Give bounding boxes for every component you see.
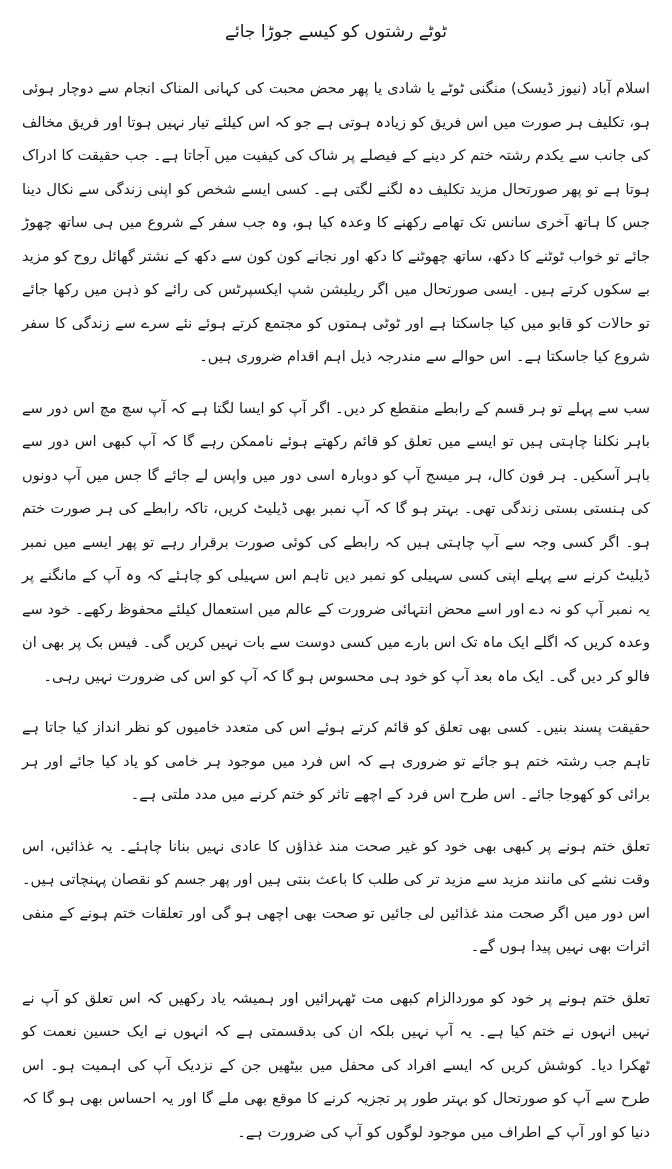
article-paragraph: سب سے پہلے تو ہر قسم کے رابطے منقطع کر دیں۔ اگر آپ کو ایسا لگتا ہے کہ آپ سچ مچ اس دور سے باہر نکلنا چاہتی ہیں تو ایسے میں تعلق کو قائم رکھتے ہوئے ناممکن رہے گا کہ آپ کبھی اس دور سے باہر آسکیں۔ ہر فون کال، ہر میسج آپ کو دوبارہ اسی دور میں واپس لے جائے گا جس میں آپ دونوں کی ہنستی بستی زندگی تھی۔ بہتر ہو گا کہ آپ نمبر بھی ڈیلیٹ کریں، تاکہ رابطے کی ہر صورت ختم ہو۔ اگر کسی وجہ سے آپ چاہتی ہیں کہ رابطے کی کوئی صورت برقرار رہے تو پھر ایسے میں نمبر ڈیلیٹ کرنے سے پہلے اپنی کسی سہیلی کو نمبر دیں تاہم اس سہیلی کو چاہئے کہ وہ آپ کے مانگنے پر یہ نمبر آپ کو نہ دے اور اسے محض انتہائی ضرورت کے عالم میں استعمال کیلئے محفوظ رکھے۔ خود سے وعدہ کریں کہ اگلے ایک ماہ تک اس بارے میں کسی دوست سے بات نہیں کریں گی۔ فیس بک پر بھی ان فالو کر دیں گی۔ ایک ماہ بعد آپ کو خود ہی محسوس ہو گا کہ آپ کو اس کی ضرورت نہیں رہی۔	[22, 399, 650, 685]
article-paragraph: حقیقت پسند بنیں۔ کسی بھی تعلق کو قائم کرتے ہوئے اس کی متعدد خامیوں کو نظر انداز کیا جاتا ہے تاہم جب رشتہ ختم ہو جائے تو ضروری ہے کہ اس فرد میں موجود ہر خامی کو یاد کیا جائے اور ہر برائی کو کھوجا جائے۔ اس طرح اس فرد کے اچھے تاثر کو ختم کرنے میں مدد ملتی ہے۔	[22, 719, 650, 803]
article-paragraph: اسلام آباد (نیوز ڈیسک) منگنی ٹوٹے یا شادی یا پھر محض محبت کی کہانی المناک انجام سے دوچار ہوئی ہو، تکلیف ہر صورت میں اس فریق کو زیادہ ہوتی ہے جو کہ اس کیلئے تیار نہیں ہوتا اور فریق مخالف کی جانب سے یکدم رشتہ ختم کر دینے کے فیصلے پر شاک کی کیفیت میں آجاتا ہے۔ جب حقیقت کا ادراک ہوتا ہے تو پھر صورتحال مزید تکلیف دہ لگنے لگتی ہے۔ کسی ایسے شخص کو اپنی زندگی سے نکال دینا جس کا ہاتھ آخری سانس تک تھامے رکھنے کا وعدہ کیا ہو، وہ جب سفر کے شروع میں ہی ساتھ چھوڑ جائے تو خواب ٹوٹنے کا دکھ، ساتھ چھوٹنے کا دکھ اور نجانے کون کون سے دکھ کے نشتر گھائل روح کو مزید بے سکوں کرتے ہیں۔ ایسی صورتحال میں اگر ریلیشن شپ ایکسپرٹس کی رائے کو ذہن میں رکھا جائے تو حالات کو قابو میں کیا جاسکتا ہے اور ٹوٹی ہمتوں کو مجتمع کرتے ہوئے نئے سرے سے زندگی کا سفر شروع کیا جاسکتا ہے۔ اس حوالے سے مندرجہ ذیل اہم اقدام ضروری ہیں۔	[22, 80, 650, 365]
article-paragraph: تعلق ختم ہونے پر کبھی بھی خود کو غیر صحت مند غذاؤں کا عادی نہیں بنانا چاہئے۔ یہ غذائیں، اس وقت نشے کی مانند مزید سے مزید تر کی طلب کا باعث بنتی ہیں اور پھر جسم کو نقصان پہنچاتی ہیں۔ اس دور میں اگر صحت مند غذائیں لی جائیں تو صحت بھی اچھی ہو گی اور تعلقات ختم ہونے کے منفی اثرات بھی نہیں پیدا ہوں گے۔	[22, 837, 650, 955]
article	[22, 12, 650, 1167]
article-title: ٹوٹے رشتوں کو کیسے جوڑا جائے	[225, 22, 447, 42]
article-paragraph: تعلق ختم ہونے پر خود کو موردالزام کبھی مت ٹھہرائیں اور ہمیشہ یاد رکھیں کہ اس تعلق کو آپ نے نہیں انہوں نے ختم کیا ہے۔ یہ آپ نہیں بلکہ ان کی بدقسمتی ہے کہ انہوں نے ایک حسین نعمت کو ٹھکرا دیا۔ کوشش کریں کہ ایسے افراد کی محفل میں بیٹھیں جن کے نزدیک آپ کی اہمیت ہو۔ اس طرح سے آپ کو صورتحال کو بہتر طور پر تجزیہ کرنے کا موقع بھی ملے گا اور یہ احساس بھی ہو گا کہ دنیا کو اور آپ کے اطراف میں موجود لوگوں کو آپ کی ضرورت ہے۔	[22, 989, 650, 1141]
